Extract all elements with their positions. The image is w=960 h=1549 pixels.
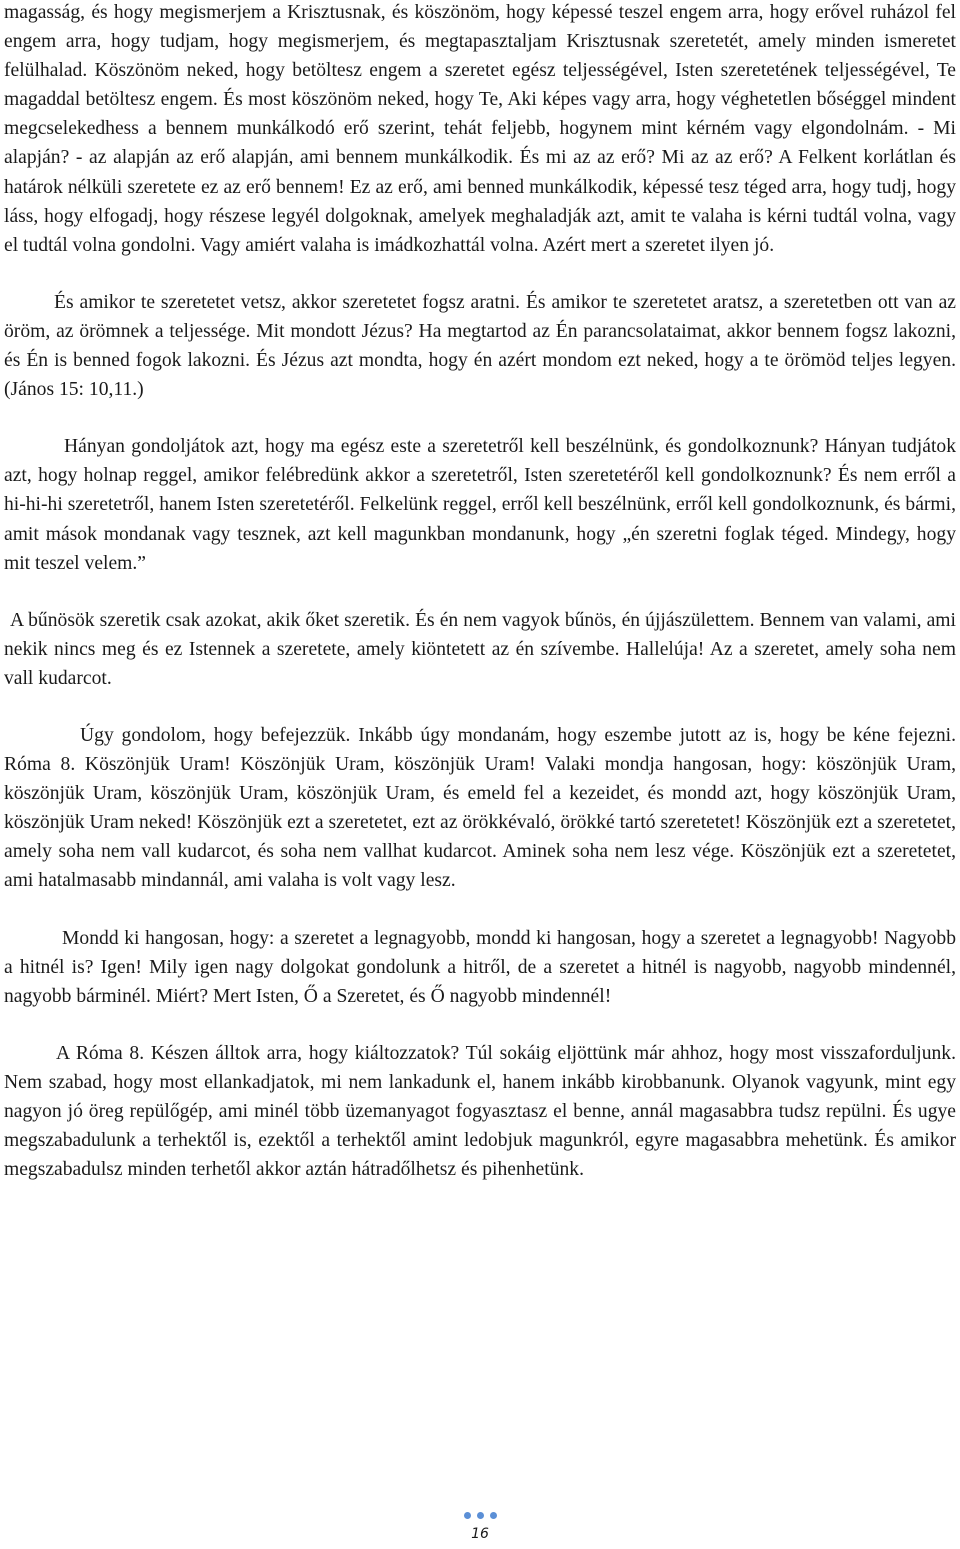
page-number: 16	[471, 1526, 489, 1542]
ornament-dot	[490, 1512, 497, 1519]
paragraph: És amikor te szeretetet vetsz, akkor szeretetet fogsz aratni. És amikor te szeretetet aratsz, a szeretetben ott van az öröm, az örömnek a teljessége. Mit mondott Jézus? Ha megtartod az Én parancsolataimat, akkor bennem fogsz lakozni, és Én is benned fogok lakozni. És Jézus azt mondta, hogy én azért mondom ezt neked, hogy a te örömöd teljes legyen. (János 15: 10,11.)	[4, 291, 956, 401]
paragraph: Mondd ki hangosan, hogy: a szeretet a legnagyobb, mondd ki hangosan, hogy a szeretet a legnagyobb! Nagyobb a hitnél is? Igen! Mily igen nagy dolgokat gondolunk a hitről, de a szeretet a hitnél is nagyobb, nagyobb mindennél, nagyobb bárminél. Miért? Mert Isten, Ő a Szeretet, és Ő nagyobb mindennél!	[4, 927, 956, 1007]
page-ornament-dots-icon	[0, 1512, 960, 1520]
ornament-dot	[464, 1512, 471, 1519]
document-body	[4, 0, 956, 1184]
paragraph: Úgy gondolom, hogy befejezzük. Inkább úgy mondanám, hogy eszembe jutott az is, hogy be kéne fejezni. Róma 8. Köszönjük Uram! Köszönjük Uram, köszönjük Uram! Valaki mondja hangosan, hogy: köszönjük Uram, köszönjük Uram, köszönjük Uram, köszönjük Uram, és emeld fel a kezeidet, és mondd azt, hogy köszönjük Uram, köszönjük Uram neked! Köszönjük ezt a szeretetet, ezt az örökkévaló, örökké tartó szeretetet! Köszönjük ezt a szeretetet, amely soha nem vall kudarcot, és soha nem vallhat kudarcot. Aminek soha nem lesz vége. Köszönjük ezt a szeretetet, ami hatalmasabb mindannál, ami valaha is volt vagy lesz.	[4, 724, 956, 892]
paragraph: A Róma 8. Készen álltok arra, hogy kiáltozzatok? Túl sokáig eljöttünk már ahhoz, hogy most visszaforduljunk. Nem szabad, hogy most ellankadjatok, mi nem lankadunk el, hanem inkább kirobbanunk. Olyanok vagyunk, mint egy nagyon jó öreg repülőgép, ami minél több üzemanyagot fogyasztasz el benne, annál magasabbra tudsz repülni. És ugye megszabadulunk a terhektől is, ezektől a terhektől amint ledobjuk magunkról, egyre magasabbra mehetünk. És amikor megszabadulsz minden terhetől akkor aztán hátradőlhetsz és pihenhetünk.	[4, 1042, 956, 1181]
ornament-dot	[477, 1512, 484, 1519]
paragraph: Hányan gondoljátok azt, hogy ma egész este a szeretetről kell beszélnünk, és gondolkoznunk? Hányan tudjátok azt, hogy holnap reggel, amikor felébredünk akkor a szeretetről, Isten szeretetéről kell gondolkoznunk? És nem erről a hi-hi-hi szeretetről, hanem Isten szeretetéről. Felkelünk reggel, erről kell beszélnünk, erről kell gondolkoznunk, és bármi, amit mások mondanak vagy tesznek, azt kell magunkban mondanunk, hogy „én szeretni foglak téged. Mindegy, hogy mit teszel velem.”	[4, 436, 956, 574]
paragraph: A bűnösök szeretik csak azokat, akik őket szeretik. És én nem vagyok bűnös, én újjászülettem. Bennem van valami, ami nekik nincs meg és ez Istennek a szeretete, amely kiöntetett az én szívembe. Hallelúja! Az a szeretet, amely soha nem vall kudarcot.	[4, 609, 956, 689]
paragraph: magasság, és hogy megismerjem a Krisztusnak, és köszönöm, hogy képessé teszel engem arra, hogy erővel ruházol fel engem arra, hogy tudjam, hogy megismerjem, és megtapasztaljam Krisztusnak szeretetét, amely minden ismeretet felülhalad. Köszönöm neked, hogy betöltesz engem a szeretet egész teljességével, Isten szeretetének teljességével, Te magaddal betöltesz engem. És most köszönöm neked, hogy Te, Aki képes vagy arra, hogy véghetetlen bőséggel mindent megcselekedhess a bennem munkálkodó erő szerint, tehát feljebb, hogynem mint kérném vagy elgondolnám. - Mi alapján? - az alapján az erő alapján, ami bennem munkálkodik. És mi az az erő? Mi az az erő? A Felkent korlátlan és határok nélküli szeretete ez az erő bennem! Ez az erő, ami benned munkálkodik, képessé tesz téged arra, hogy tudj, hogy láss, hogy elfogadj, hogy részese legyél dolgoknak, amelyek meghaladják azt, amit te valaha is kérni tudtál volna, vagy el tudtál volna gondolni. Vagy amiért valaha is imádkozhattál volna. Azért mert a szeretet ilyen jó.	[4, 2, 956, 256]
page-footer	[0, 1512, 960, 1542]
